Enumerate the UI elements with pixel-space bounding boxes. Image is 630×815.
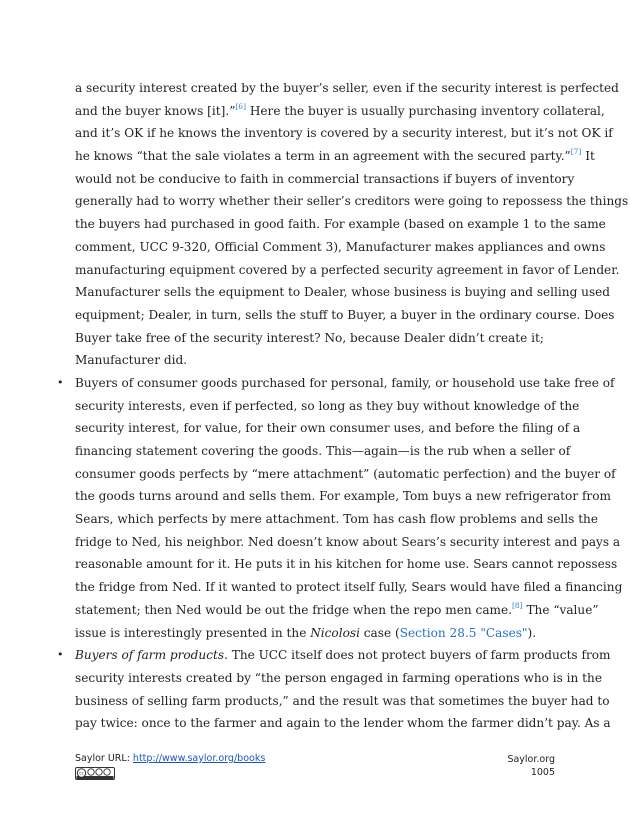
line-text-cont: case ( (359, 625, 400, 640)
line-text: financing statement covering the goods. This—again—is the rub when a seller of (75, 444, 571, 458)
line-text: a security interest created by the buyer’s seller, even if the security interest is perfected (75, 81, 619, 95)
line-text: fridge to Ned, his neighbor. Ned doesn’t know about Sears’s security interest and pays a (75, 534, 621, 549)
line-text: Sears, which perfects by mere attachment. Tom has cash flow problems and sells the (75, 512, 598, 527)
line-text: business of selling farm products,” and the result was that sometimes the buyer had to (75, 693, 610, 708)
line-text-cont: . The UCC itself does not protect buyers of farm products from (224, 648, 611, 663)
text-line (75, 349, 555, 372)
line-text-cont: The “value” (522, 602, 599, 617)
line-text: the goods turns around and sells them. For example, Tom buys a new refrigerator from (75, 489, 611, 504)
text-line (75, 100, 605, 123)
body-text (57, 77, 629, 735)
text-line (75, 122, 613, 145)
bullet-marker: • (57, 375, 64, 389)
text-line (75, 463, 616, 486)
text-line (57, 372, 615, 395)
text-line (75, 417, 581, 440)
text-line (75, 440, 571, 463)
line-text: reasonable amount for it. He puts it in his kitchen for home use. Sears cannot repossess (75, 557, 618, 572)
text-line (75, 667, 602, 690)
line-text: generally had to worry whether their seller’s creditors were going to repossess the things (75, 194, 629, 209)
text-line (75, 327, 555, 350)
text-line (75, 77, 619, 100)
page-number: 1005 (530, 767, 555, 778)
text-line (75, 304, 615, 327)
line-text: security interests created by “the person engaged in farming operations who is in the (75, 670, 602, 685)
line-text: manufacturing equipment covered by a perfected security agreement in favor of Lender. (75, 262, 620, 277)
footnote-marker[interactable]: [6] (235, 101, 246, 111)
line-text: equipment; Dealer, in turn, sells the stuff to Buyer, a buyer in the ordinary course. Does (75, 307, 615, 322)
line-text: statement; then Ned would be out the fridge when the repo men came. (75, 602, 512, 617)
line-text: consumer goods perfects by “mere attachment” (automatic perfection) and the buyer of (75, 466, 616, 481)
text-line (75, 508, 598, 531)
line-text: pay twice: once to the farmer and again to the lender whom the farmer didn’t pay. As a (75, 716, 611, 731)
text-line (75, 599, 599, 622)
creative-commons-icon (75, 767, 115, 780)
text-line (75, 553, 618, 576)
line-text: comment, UCC 9-320, Official Comment 3), Manufacturer makes appliances and owns (75, 239, 606, 254)
footer-page-info (507, 753, 555, 779)
text-line (75, 485, 611, 508)
line-text: security interests, even if perfected, so long as they buy without knowledge of the (75, 398, 580, 413)
svg-text:cc: cc (79, 770, 84, 776)
line-text: Buyer take free of the security interest? No, because Dealer didn’t create it; (75, 330, 544, 345)
text-line (75, 213, 606, 236)
text-line (75, 281, 611, 304)
text-line (75, 259, 620, 282)
line-text: the fridge from Ned. If it wanted to protect itself fully, Sears would have filed a financing (75, 580, 623, 595)
line-text: and it’s OK if he knows the inventory is covered by a security interest, but it’s not OK if (75, 126, 613, 141)
text-line (75, 236, 606, 259)
bullet-marker: • (57, 648, 64, 662)
line-text: Manufacturer sells the equipment to Dealer, whose business is buying and selling used (75, 285, 611, 300)
line-text-cont: It (581, 149, 595, 164)
footer-org: Saylor.org (507, 754, 555, 765)
line-text: and the buyer knows [it].” (75, 103, 236, 118)
italic-text: Nicolosi (310, 625, 360, 640)
line-text: security interest, for value, for their own consumer uses, and before the filing of a (75, 421, 581, 436)
footer-source (75, 753, 265, 764)
text-line (75, 145, 595, 168)
footnote-marker[interactable]: [7] (570, 147, 582, 157)
footnote-marker[interactable]: [8] (512, 600, 523, 610)
text-line (75, 576, 623, 599)
text-line (75, 712, 611, 735)
line-text-end: ). (527, 625, 537, 640)
line-text-cont: Here the buyer is usually purchasing inventory collateral, (246, 103, 605, 118)
text-line (75, 622, 555, 645)
footer-url-link[interactable]: http://www.saylor.org/books (132, 753, 266, 764)
line-text: Buyers of consumer goods purchased for personal, family, or household use take free of (75, 375, 615, 390)
italic-text: Buyers of farm products (75, 648, 225, 663)
line-text: issue is interestingly presented in the (75, 625, 311, 640)
text-line (75, 690, 610, 713)
footer-label: Saylor URL: (75, 753, 133, 764)
section-link[interactable]: Section 28.5 "Cases" (399, 625, 528, 640)
line-text: the buyers had purchased in good faith. For example (based on example 1 to the same (75, 217, 606, 232)
text-line (75, 190, 629, 213)
line-text: would not be conducive to faith in commercial transactions if buyers of inventory (75, 171, 575, 186)
text-line (75, 395, 580, 418)
text-line (75, 168, 575, 191)
line-text: Manufacturer did. (75, 353, 188, 368)
text-line (75, 531, 621, 554)
text-line (57, 644, 611, 667)
line-text: he knows “that the sale violates a term in an agreement with the secured party.” (75, 149, 571, 164)
